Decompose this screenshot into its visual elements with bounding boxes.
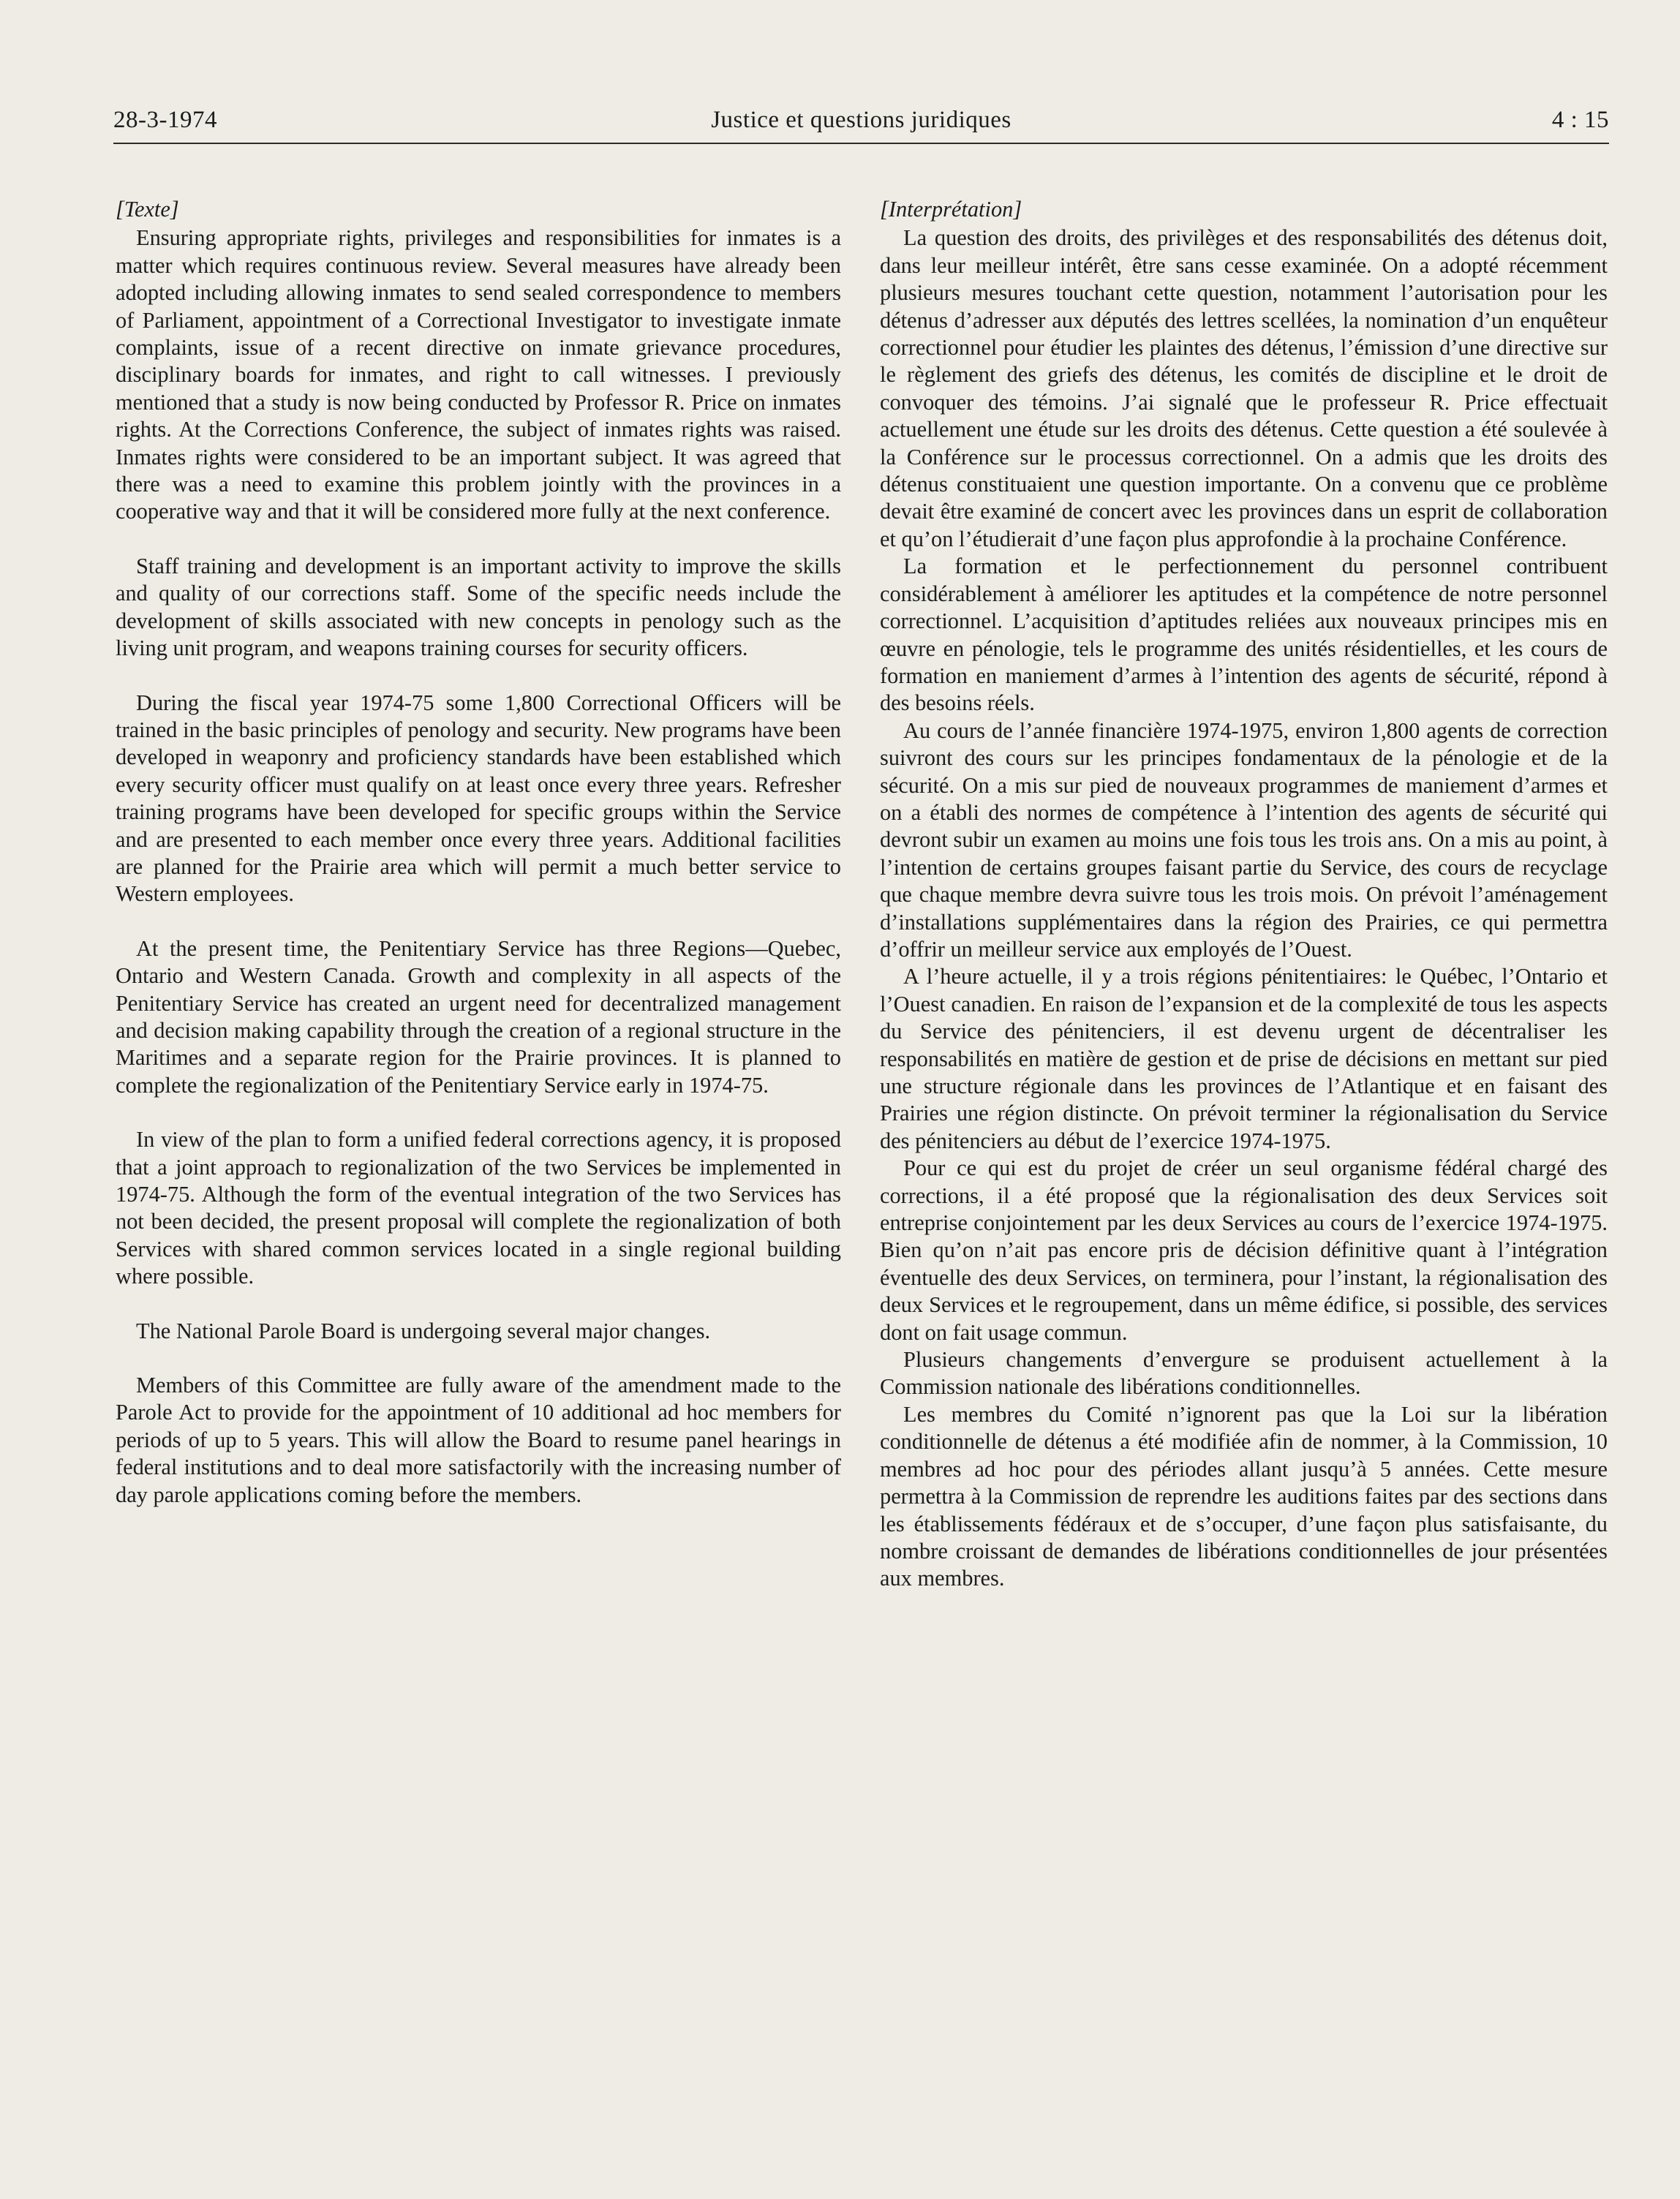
english-column [116,196,841,1536]
header-page-number: 4 : 15 [1551,107,1609,133]
french-paragraph: Au cours de l’année financière 1974-1975, environ 1,800 agents de correction suivront des cours sur les principes fondamentaux de la pénologie et de la sécurité. On a mis sur pied de nouveaux programmes de maniement d’armes et on a établi des normes de compétence à l’intention des agents de sécurité qui devront subir un examen au moins une fois tous les trois ans. On a mis au point, à l’intention de certains groupes faisant partie du Service, des cours de recyclage que chaque membre devra suivre tous les trois mois. On prévoit l’aménagement d’installations supplémentaires dans la région des Prairies, ce qui permettra d’offrir un meilleur service aux employés de l’Ouest. [880,717,1608,962]
french-column-label: [Interprétation] [880,197,1022,222]
english-paragraph: Staff training and development is an important activity to improve the skills and quality of our corrections staff. Some of the specific needs include the development of skills associated with new concepts in penology such as the living unit program, and weapons training courses for security officers. [116,553,841,661]
header-rule [113,143,1609,144]
french-paragraph: Pour ce qui est du projet de créer un seul organisme fédéral chargé des corrections, il a été proposé que la régionalisation des deux Services soit entreprise conjointement par les deux Services au cours de l’exercice 1974-1975. Bien qu’on n’ait pas encore pris de décision définitive quant à l’intégration éventuelle des deux Services, on terminera, pour l’instant, la régionalisation des deux Services et le regroupement, dans un même édifice, si possible, des services dont on fait usage commun. [880,1155,1608,1345]
french-paragraph: A l’heure actuelle, il y a trois régions pénitentiaires: le Québec, l’Ontario et l’Ouest canadien. En raison de l’expansion et de la complexité de tous les aspects du Service des pénitenciers, il est devenu urgent de décentraliser les responsabilités en matière de gestion et de prise de décisions en mettant sur pied une structure régionale dans les provinces de l’Atlantique et en faisant des Prairies une région distincte. On prévoit terminer la régionalisation du Service des pénitenciers au début de l’exercice 1974-1975. [880,964,1608,1153]
english-paragraph: Ensuring appropriate rights, privileges and responsibilities for inmates is a matter which requires continuous review. Several measures have already been adopted including allowing inmates to send sealed correspondence to members of Parliament, appointment of a Correctional Investigator to investigate inmate complaints, issue of a recent directive on inmate grievance procedures, disciplinary boards for inmates, and right to call witnesses. I previously mentioned that a study is now being conducted by Professor R. Price on inmates rights. At the Corrections Conference, the subject of inmates rights was raised. Inmates rights were considered to be an important subject. It was agreed that there was a need to examine this problem jointly with the provinces in a cooperative way and that it will be considered more fully at the next conference. [116,225,841,524]
page-header [113,107,1609,142]
header-title: Justice et questions juridiques [711,107,1012,133]
french-paragraph: Plusieurs changements d’envergure se produisent actuellement à la Commission nationale des libérations conditionnelles. [880,1347,1608,1400]
header-date: 28-3-1974 [113,107,217,133]
english-paragraph: The National Parole Board is undergoing several major changes. [136,1318,711,1343]
french-paragraph: La formation et le perfectionnement du personnel contribuent considérablement à améliorer les aptitudes et la compétence de notre personnel correctionnel. L’acquisition d’aptitudes reliées aux nouveaux principes mis en œuvre en pénologie, tels le programme des unités résidentielles, et les cours de formation en maniement d’armes à l’intention des agents de sécurité, répond à des besoins réels. [880,554,1608,716]
english-column-label: [Texte] [116,197,179,222]
english-paragraph: During the fiscal year 1974-75 some 1,800 Correctional Officers will be trained in the basic principles of penology and security. New programs have been developed in weaponry and proficiency standards have been established which every security officer must qualify on at least once every three years. Refresher training programs have been developed for specific groups within the Service and are presented to each member once every three years. Additional facilities are planned for the Prairie area which will permit a much better service to Western employees. [116,690,841,907]
french-column [880,196,1608,1593]
english-paragraph: Members of this Committee are fully aware of the amendment made to the Parole Act to provide for the appointment of 10 additional ad hoc members for periods of up to 5 years. This will allow the Board to resume panel hearings in federal institutions and to deal more satisfactorily with the increasing number of day parole applications coming before the members. [116,1373,841,1507]
english-paragraph: At the present time, the Penitentiary Service has three Regions—Quebec, Ontario and Western Canada. Growth and complexity in all aspects of the Penitentiary Service has created an urgent need for decentralized management and decision making capability through the creation of a regional structure in the Maritimes and a separate region for the Prairie provinces. It is planned to complete the regionalization of the Penitentiary Service early in 1974-75. [116,935,841,1098]
french-paragraph: Les membres du Comité n’ignorent pas que la Loi sur la libération conditionnelle de détenus a été modifiée afin de nommer, à la Commission, 10 membres ad hoc pour des périodes allant jusqu’à 5 années. Cette mesure permettra à la Commission de reprendre les auditions faites par des sections dans les établissements fédéraux et de s’occuper, d’une façon plus satisfaisante, du nombre croissant de demandes de libérations conditionnelles de jour présentées aux membres. [880,1401,1608,1591]
french-paragraph: La question des droits, des privilèges et des responsabilités des détenus doit, dans leur meilleur intérêt, être sans cesse examinée. On a adopté récemment plusieurs mesures touchant cette question, notamment l’autorisation pour les détenus d’adresser aux députés des lettres scellées, la nomination d’un enquêteur correctionnel pour étudier les plaintes des détenus, l’émission d’une directive sur le règlement des griefs des détenus, les comités de discipline et le droit de convoquer des témoins. J’ai signalé que le professeur R. Price effectuait actuellement une étude sur les droits des détenus. Cette question a été soulevée à la Conférence sur le processus correctionnel. On a admis que les droits des détenus constituaient une question importante. On a convenu que ce problème devait être examiné de concert avec les provinces dans un esprit de collaboration et qu’on l’étudierait d’une façon plus approfondie à la prochaine Conférence. [880,225,1608,551]
english-paragraph: In view of the plan to form a unified federal corrections agency, it is proposed that a joint approach to regionalization of the two Services be implemented in 1974-75. Although the form of the eventual integration of the two Services has not been decided, the present proposal will complete the regionalization of both Services with shared common services located in a single regional building where possible. [116,1127,841,1289]
